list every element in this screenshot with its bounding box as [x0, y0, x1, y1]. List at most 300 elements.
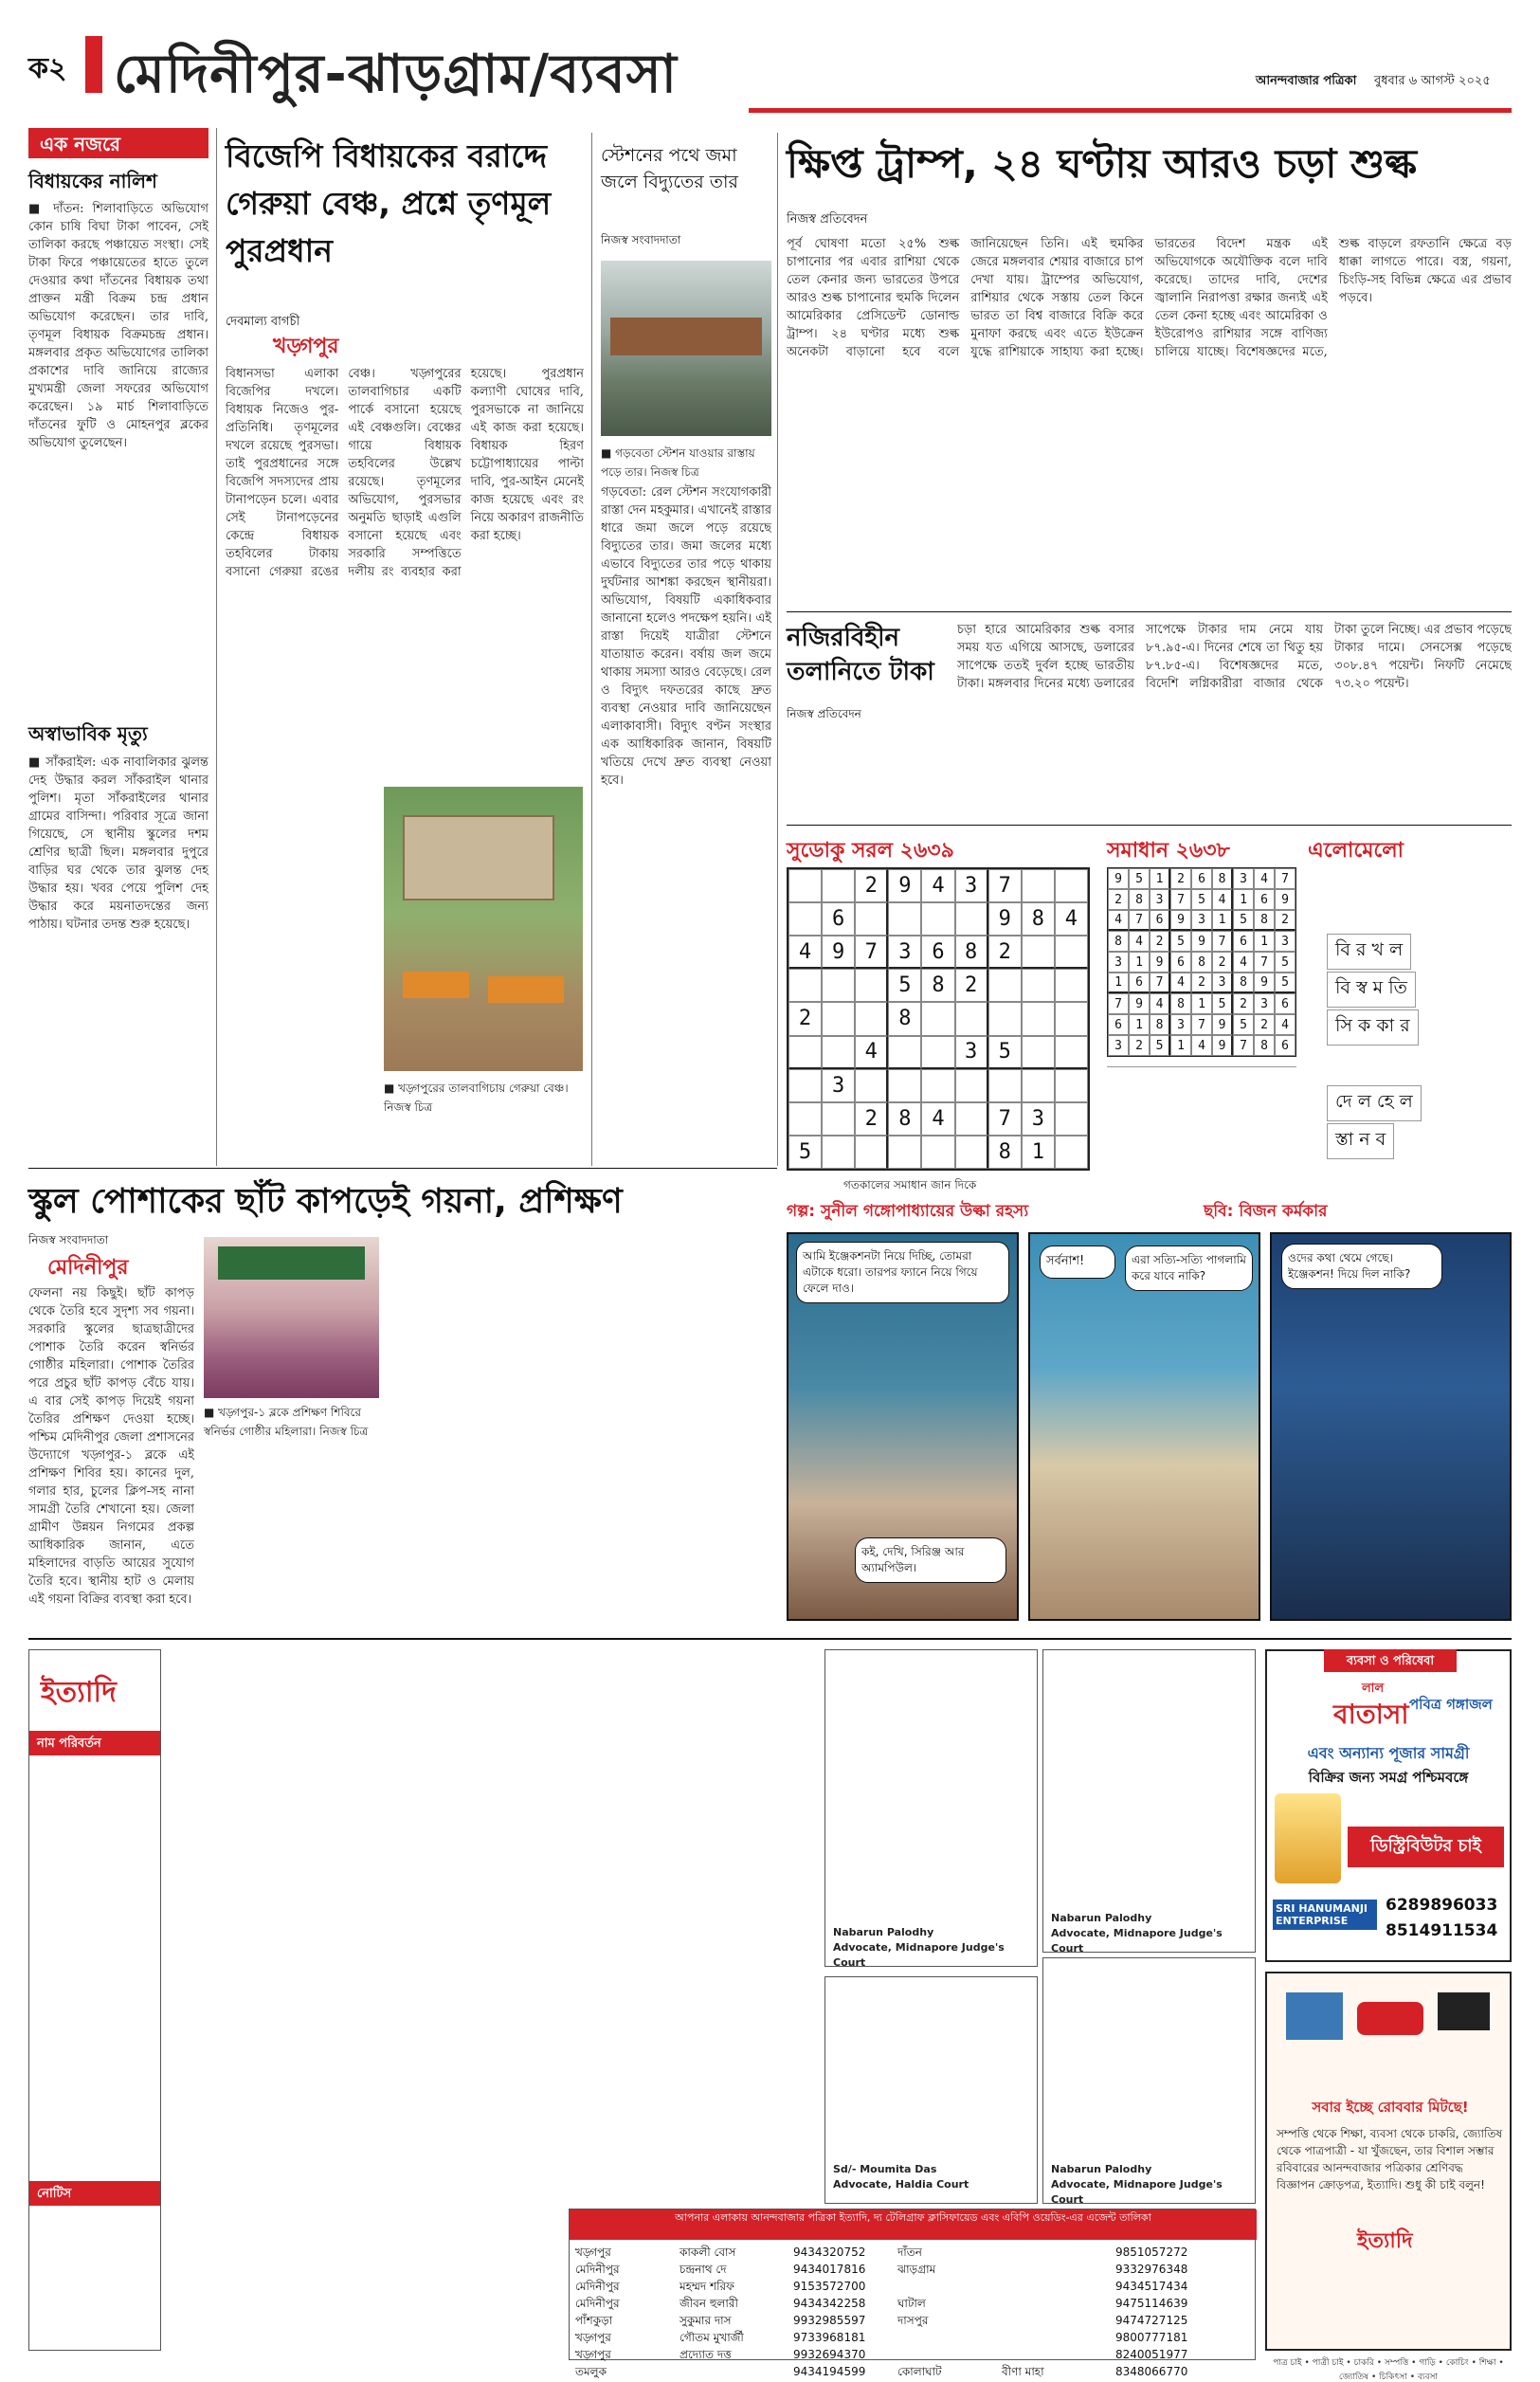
agent-cell: মেদিনীপুর — [575, 2263, 620, 2276]
sudoku-cell — [822, 869, 855, 902]
agent-row — [575, 2295, 1251, 2312]
agent-rows — [575, 2244, 1251, 2380]
agent-cell — [1002, 2261, 1115, 2278]
sudoku-cell: 5 — [788, 1136, 822, 1169]
sudoku-cell — [788, 1102, 822, 1136]
sudoku-cell: 7 — [1212, 931, 1233, 952]
court-notice-3 — [1042, 1649, 1256, 1953]
sudoku-cell: 3 — [822, 1069, 855, 1102]
sudoku-cell — [888, 902, 921, 936]
business-ad — [1265, 1649, 1512, 1962]
sudoku-cell — [855, 969, 888, 1002]
story3-headline: ক্ষিপ্ত ট্রাম্প, ২৪ ঘণ্টায় আরও চড়া শুল্ক — [787, 140, 1418, 187]
sudoku-cell: 8 — [1254, 910, 1275, 931]
sudoku-cell — [1055, 1002, 1088, 1035]
sudoku-cell: 8 — [1022, 902, 1055, 936]
agent-list — [569, 2209, 1256, 2378]
agent-list-title: আপনার এলাকায় আনন্দবাজার পত্রিকা ইত্যাদি, দ্য টেলিগ্রাফ ক্লাসিফায়েড এবং এবিপি ওয়েডিং-এর এজেন্ট তালিকা — [570, 2209, 1257, 2240]
elomelo-box — [1308, 867, 1512, 1171]
footer-ribbon: পাত্র চাই • পাত্রী চাই • চাকরি • সম্পত্তি • গাড়ি • কোচিং • শিক্ষা • জ্যোতিষ • চিকিৎসা • ব্যবসা — [1273, 2358, 1504, 2382]
elomelo-row: স্তা ন ব — [1327, 1123, 1394, 1159]
agent-cell: সুকুমার দাস — [679, 2314, 732, 2327]
sudoku-cell: 8 — [1233, 973, 1254, 993]
sudoku-cell: 1 — [1150, 868, 1170, 889]
sudoku-cell: 3 — [1108, 952, 1129, 973]
dream-text: সম্পত্তি থেকে শিক্ষা, ব্যবসা থেকে চাকরি, জ্যোতিষ থেকে পাত্রপাত্রী - যা খুঁজছেন, তার বিশাল সম্ভার রবিবারের আনন্দবাজার পত্রিকার শ্রেণিবদ্ধ বিজ্ঞাপন ক্রোড়পত্র, ইত্যাদি। শুধু কী চাই বলুন! — [1277, 2127, 1503, 2191]
sudoku-cell: 4 — [1129, 931, 1150, 952]
story1-place: খড়্গপুর — [273, 335, 339, 358]
elomelo-title: এলোমেলো — [1308, 839, 1404, 863]
court-notice-sign: Nabarun Palodhy Advocate, Midnapore Judge's Court — [1051, 2163, 1223, 2206]
dream-art-car-icon — [1357, 2002, 1423, 2035]
sidebar-item2-text: ■ সাঁকরাইল: এক নাবালিকার ঝুলন্ত দেহ উদ্ধার করল সাঁকরাইল থানার পুলিশ। মৃতা সাঁকরাইলের থানার গ্রামের বাসিন্দা। পরিবার সূত্রে জানা গিয়েছে, সে স্থানীয় স্কুলের দশম শ্রেণির ছাত্রী ছিল। মঙ্গলবার দুপুরে বাড়ির ঘর থেকে তার ঝুলন্ত দেহ উদ্ধার হয়। খবর পেয়ে পুলিশ দেহ উদ্ধার করে ময়নাতদন্তের জন্য পাঠায়। ঘটনার তদন্ত শুরু হয়েছে। — [28, 755, 208, 932]
sudoku-cell: 2 — [1275, 910, 1295, 931]
sudoku-cell — [888, 1069, 921, 1102]
sudoku-cell — [822, 1102, 855, 1136]
dream-title: সবার ইচ্ছে রোববার মিটছে! — [1312, 2099, 1469, 2116]
sudoku-cell: 4 — [1170, 973, 1191, 993]
sudoku-cell: 4 — [855, 1036, 888, 1069]
sudoku-cell: 7 — [1108, 993, 1129, 1014]
sudoku-cell — [955, 1069, 988, 1102]
sudoku-cell: 5 — [1275, 952, 1295, 973]
agent-cell: 9851057272 — [1115, 2246, 1188, 2259]
sudoku-cell — [988, 1069, 1022, 1102]
batasa-sub: পবিত্র গঙ্গাজল — [1409, 1696, 1493, 1713]
agent-cell: চন্দ্রনাথ দে — [679, 2263, 727, 2276]
sudoku-cell: 6 — [1129, 973, 1150, 993]
agent-row — [575, 2329, 1251, 2346]
batasa-line3: ডিস্ট্রিবিউটর চাই — [1348, 1827, 1504, 1867]
sudoku-cell: 3 — [1170, 1014, 1191, 1035]
sudoku-cell: 8 — [888, 1102, 921, 1136]
sudoku-cell: 3 — [1022, 1102, 1055, 1136]
sudoku-cell: 3 — [955, 869, 988, 902]
sudoku-cell: 5 — [1170, 931, 1191, 952]
sudoku-cell — [988, 969, 1022, 1002]
station-photo-caption: ■ গড়বেতা স্টেশন যাওয়ার রাস্তায় পড়ে তার। নিজস্ব চিত্র — [601, 446, 755, 479]
sudoku-cell: 6 — [1191, 868, 1212, 889]
agent-cell: খড়্গপুর — [575, 2348, 611, 2361]
sidebar-ek-nojore — [28, 128, 208, 1166]
sudoku-cell: 5 — [1212, 993, 1233, 1014]
sudoku-cell: 8 — [955, 936, 988, 969]
comic-panel-3 — [1270, 1232, 1512, 1621]
court-notice-4 — [1042, 1957, 1256, 2204]
page-title: মেদিনীপুর-ঝাড়গ্রাম/ব্যবসা — [114, 44, 678, 105]
sudoku-cell — [955, 1136, 988, 1169]
sudoku-cell: 6 — [1108, 1014, 1129, 1035]
sudoku-cell: 2 — [788, 1002, 822, 1035]
comic-title: গল্প: সুনীল গঙ্গোপাধ্যায়ের উল্কা রহস্য — [787, 1202, 1029, 1221]
sudoku-cell: 4 — [1191, 1035, 1212, 1056]
section-rule — [787, 611, 1512, 612]
sudoku-cell — [822, 1136, 855, 1169]
agent-row — [575, 2312, 1251, 2329]
agent-cell — [897, 2346, 1002, 2363]
agent-cell — [1002, 2278, 1115, 2295]
sudoku-cell: 4 — [1108, 910, 1129, 931]
sudoku-cell: 1 — [1191, 993, 1212, 1014]
sudoku-cell: 6 — [1254, 889, 1275, 910]
sudoku-cell — [888, 1136, 921, 1169]
sudoku-cell: 3 — [1275, 931, 1295, 952]
bench-photo-bench — [488, 976, 564, 1003]
agent-cell: 9434342258 — [793, 2297, 866, 2310]
sudoku-cell: 8 — [1212, 868, 1233, 889]
batasa-company: SRI HANUMANJI ENTERPRISE — [1273, 1900, 1377, 1930]
story-trump-tariff — [787, 133, 1512, 607]
section-rule — [28, 1638, 1512, 1640]
court-notice-2 — [824, 1976, 1038, 2204]
training-photo — [204, 1237, 379, 1398]
sudoku-cell — [955, 1002, 988, 1035]
sudoku-cell: 9 — [1254, 973, 1275, 993]
agent-cell: 9932985597 — [793, 2314, 866, 2327]
agent-row — [575, 2261, 1251, 2278]
agent-row — [575, 2363, 1251, 2380]
training-photo-banner — [218, 1246, 365, 1280]
sudoku-cell: 7 — [1254, 952, 1275, 973]
sudoku-cell: 1 — [1108, 973, 1129, 993]
sudoku-cell — [1022, 1069, 1055, 1102]
sudoku-cell: 7 — [1129, 910, 1150, 931]
agent-cell: 8240051977 — [1115, 2348, 1188, 2361]
sudoku-cell: 4 — [1055, 902, 1088, 936]
sudoku-cell: 8 — [1170, 993, 1191, 1014]
agent-cell — [1002, 2329, 1115, 2346]
sudoku-cell: 8 — [1191, 952, 1212, 973]
sudoku-cell — [1022, 969, 1055, 1002]
sudoku-cell: 9 — [1191, 931, 1212, 952]
sudoku-cell — [1055, 969, 1088, 1002]
bench-photo-building — [403, 815, 554, 900]
sudoku-cell: 2 — [1170, 868, 1191, 889]
agent-cell: 9434017816 — [793, 2263, 866, 2276]
story5-headline: স্কুল পোশাকের ছাঁট কাপড়েই গয়না, প্রশিক্ষণ — [28, 1182, 623, 1221]
agent-cell: 9153572700 — [793, 2280, 866, 2293]
sudoku-cell: 5 — [1233, 910, 1254, 931]
training-photo-caption: ■ খড়্গপুর-১ ব্লকে প্রশিক্ষণ শিবিরে স্বনির্ভর গোষ্ঠীর মহিলারা। নিজস্ব চিত্র — [204, 1406, 369, 1438]
itadi-ad-column — [28, 1649, 161, 2351]
comic-bubble: এরা সত্যি-সত্যি পাগলামি করে যাবে নাকি? — [1125, 1246, 1253, 1291]
sudoku-cell — [921, 1069, 954, 1102]
sudoku-cell — [1055, 1102, 1088, 1136]
story5-byline: নিজস্ব সংবাদদাতা — [28, 1233, 109, 1246]
agent-cell: তমলুক — [575, 2365, 607, 2378]
agent-cell — [1002, 2346, 1115, 2363]
story1-headline: বিজেপি বিধায়কের বরাদ্দে গেরুয়া বেঞ্চ, প্রশ্নে তৃণমূল পুরপ্রধান — [226, 137, 552, 269]
agent-cell: দাসপুর — [897, 2314, 929, 2327]
sudoku-cell: 9 — [1129, 993, 1150, 1014]
sudoku-cell: 1 — [1170, 1035, 1191, 1056]
batasa-phone1: 6289896033 — [1386, 1896, 1498, 1915]
story-school-dress — [28, 1175, 777, 1630]
agent-cell: 9800777181 — [1115, 2331, 1188, 2344]
story4-body: চড়া হারে আমেরিকার শুল্ক বসার সময় যত এগিয়ে আসছে, ডলারের সাপেক্ষে ততই দুর্বল হচ্ছে ভারতীয় টাকা। মঙ্গলবার দিনের মধ্যে ডলারের সাপেক্ষে টাকার দাম নেমে যায় ৮৭.৯৫-এ। দিনের শেষে তা থিতু হয় ৮৭.৮৫-এ। বিশেষজ্ঞদের মতে, বিদেশি লগ্নিকারীরা বাজার থেকে টাকা তুলে নিচ্ছে। এর প্রভাব পড়েছে টাকার দামে। সেনসেক্স পড়েছে ৩০৮.৪৭ পয়েন্ট। নিফটি নেমেছে ৭৩.২০ পয়েন্ট। — [957, 623, 1512, 691]
sudoku-cell: 6 — [822, 902, 855, 936]
sudoku-cell — [1022, 936, 1055, 969]
agent-cell: 9332976348 — [1115, 2263, 1188, 2276]
name-change-text — [35, 1764, 156, 2162]
agent-cell: পাঁশকুড়া — [575, 2314, 613, 2327]
bench-photo — [384, 787, 583, 1071]
col-divider — [777, 133, 778, 1166]
agent-cell: প্রদ্যোত দত্ত — [679, 2348, 732, 2361]
sudoku-cell — [788, 969, 822, 1002]
story1-body: বিধানসভা এলাকা বিজেপির দখলে। বিধায়ক নিজেও পুর-প্রতিনিধি। তৃণমূলের দখলে রয়েছে পুরসভা। তাই পুরপ্রধানের সঙ্গে বিজেপি সদস্যদের প্রায় টানাপড়েন চলে। এবার সেই টানাপড়েনের কেন্দ্রে বিধায়ক তহবিলের টাকায় বসানো গেরুয়া রঙের বেঞ্চ। খড়্গপুরের তালবাগিচার একটি পার্কে বসানো হয়েছে এই বেঞ্চগুলি। বেঞ্চের গায়ে বিধায়ক তহবিলের উল্লেখ রয়েছে। তৃণমূলের অভিযোগ, পুরসভার অনুমতি ছাড়াই এগুলি বসানো হয়েছে এবং সরকারি সম্পত্তিতে দলীয় রং ব্যবহার করা হয়েছে। পুরপ্রধান কল্যাণী ঘোষের দাবি, পুরসভাকে না জানিয়ে এই কাজ করা হয়েছে। বিধায়ক হিরণ চট্টোপাধ্যায়ের পাল্টা দাবি, পুর-আইন মেনেই কাজ হয়েছে এবং রং নিয়ে অকারণ রাজনীতি করা হচ্ছে। — [226, 367, 584, 579]
sudoku-cell: 6 — [1233, 931, 1254, 952]
sudoku-cell: 3 — [1191, 910, 1212, 931]
sudoku-cell — [1055, 1036, 1088, 1069]
story4-headline: নজিরবিহীন তলানিতে টাকা — [787, 624, 934, 686]
sudoku-cell: 2 — [988, 936, 1022, 969]
dream-ad — [1265, 1972, 1512, 2351]
sudoku-cell — [1055, 1069, 1088, 1102]
sudoku-cell: 9 — [1170, 910, 1191, 931]
sudoku-cell: 6 — [921, 936, 954, 969]
sidebar-label: এক নজরে — [28, 128, 208, 158]
sudoku-cell — [855, 1136, 888, 1169]
comic-panel-1 — [787, 1232, 1019, 1621]
sudoku-cell: 8 — [1150, 1014, 1170, 1035]
sudoku-cell: 7 — [1275, 868, 1295, 889]
sudoku-cell — [788, 869, 822, 902]
agent-cell: মেদিনীপুর — [575, 2297, 620, 2310]
agent-cell — [897, 2278, 1002, 2295]
sudoku-cell: 4 — [1150, 993, 1170, 1014]
agent-cell: খড়্গপুর — [575, 2246, 611, 2259]
sudoku-cell: 8 — [888, 1002, 921, 1035]
sudoku-answer-title: সমাধান ২৬৩৮ — [1107, 839, 1230, 863]
batasa-line1: এবং অন্যান্য পূজার সামগ্রী — [1307, 1744, 1470, 1762]
sudoku-cell: 9 — [1275, 889, 1295, 910]
agent-cell: খড়্গপুর — [575, 2331, 611, 2344]
story5-place: মেদিনীপুর — [47, 1256, 129, 1280]
agent-cell: দাঁতন — [897, 2246, 922, 2259]
sudoku-cell: 2 — [1254, 1014, 1275, 1035]
sudoku-cell — [1022, 869, 1055, 902]
agent-cell: ঘাটাল — [897, 2297, 926, 2310]
sudoku-cell — [1022, 1036, 1055, 1069]
business-label: ব্যবসা ও পরিষেবা — [1324, 1649, 1457, 1672]
sudoku-cell: 2 — [1191, 973, 1212, 993]
sudoku-cell: 2 — [855, 1102, 888, 1136]
sudoku-answer-grid — [1107, 867, 1296, 1057]
sudoku-cell — [788, 1069, 822, 1102]
sudoku-cell — [955, 1102, 988, 1136]
sudoku-cell: 2 — [1129, 1035, 1150, 1056]
sidebar-item1-title: বিধায়কের নালিশ — [28, 170, 157, 192]
sudoku-cell: 4 — [1254, 868, 1275, 889]
sudoku-cell: 5 — [888, 969, 921, 1002]
sudoku-cell: 6 — [1275, 1035, 1295, 1056]
col-divider — [216, 128, 217, 1166]
story-rupee — [787, 621, 1512, 820]
elomelo-row: বি স্ব ম তি — [1327, 972, 1416, 1008]
agent-cell: 9475114639 — [1115, 2297, 1188, 2310]
sudoku-cell — [788, 1036, 822, 1069]
comic-bubble: আমি ইঞ্জেকশনটা নিয়ে দিচ্ছি, তোমরা এটাকে ধরো। তারপর ফ্যানে নিয়ে গিয়ে ফেলে দাও। — [796, 1242, 1009, 1303]
agent-cell: জীবন হুলারী — [679, 2297, 738, 2310]
sudoku-cell: 8 — [921, 969, 954, 1002]
agent-cell — [1002, 2312, 1115, 2329]
agent-row — [575, 2244, 1251, 2261]
court-notice-1 — [824, 1649, 1038, 1967]
sudoku-cell — [888, 1036, 921, 1069]
agent-row — [575, 2346, 1251, 2363]
comic-bubble: ওদের কথা থেমে গেছে। ইঞ্জেকশন! দিয়ে দিল নাকি? — [1281, 1244, 1442, 1289]
section-rule — [787, 825, 1512, 826]
sudoku-cell — [822, 969, 855, 1002]
batasa-top: লাল — [1362, 1682, 1385, 1696]
sudoku-cell: 4 — [1275, 1014, 1295, 1035]
notice-label: নোটিস — [29, 2181, 160, 2206]
sudoku-cell — [921, 1036, 954, 1069]
sudoku-cell: 9 — [822, 936, 855, 969]
comic-bubble: সর্বনাশ! — [1040, 1246, 1115, 1279]
sudoku-cell: 2 — [1233, 993, 1254, 1014]
sudoku-cell — [1055, 1136, 1088, 1169]
sudoku-cell — [955, 902, 988, 936]
agent-cell: 9932694370 — [793, 2348, 866, 2361]
dream-art-graduation-icon — [1438, 1992, 1490, 2030]
sudoku-cell — [822, 1002, 855, 1035]
sudoku-cell — [855, 1002, 888, 1035]
story1-byline: দেবমাল্য বাগচী — [226, 315, 300, 329]
court-notice-sign: Sd/- Moumita Das Advocate, Haldia Court — [833, 2163, 969, 2191]
sudoku-cell: 9 — [888, 869, 921, 902]
batasa-brand: বাতাসা — [1333, 1699, 1409, 1730]
sudoku-cell: 6 — [1150, 910, 1170, 931]
sudoku-cell: 5 — [1233, 1014, 1254, 1035]
agent-cell: মহম্মদ শরিফ — [679, 2280, 734, 2293]
sudoku-cell: 4 — [788, 936, 822, 969]
sudoku-cell: 1 — [1129, 952, 1150, 973]
sudoku-cell: 1 — [1233, 889, 1254, 910]
sudoku-cell: 3 — [1254, 993, 1275, 1014]
sudoku-cell: 7 — [988, 1102, 1022, 1136]
sudoku-cell — [788, 902, 822, 936]
agent-cell: কোলাঘাট — [897, 2365, 942, 2378]
agent-cell: বীণা মাহা — [1002, 2365, 1044, 2378]
court-notice-sign: Nabarun Palodhy Advocate, Midnapore Judge's Court — [1051, 1912, 1223, 1955]
agent-cell — [679, 2363, 793, 2380]
sudoku-cell: 9 — [1212, 1014, 1233, 1035]
sudoku-cell: 7 — [1150, 973, 1170, 993]
sudoku-cell: 3 — [1233, 868, 1254, 889]
sudoku-cell: 9 — [988, 902, 1022, 936]
sudoku-cell: 4 — [1212, 889, 1233, 910]
sudoku-cell: 2 — [1150, 931, 1170, 952]
story5-body-left: ফেলনা নয় কিছুই। ছাঁট কাপড় থেকে তৈরি হবে সুদৃশ্য সব গয়না। সরকারি স্কুলের ছাত্রছাত্রীদের পোশাক তৈরি করেন স্বনির্ভর গোষ্ঠীর মহিলারা। পোশাক তৈরির পরে প্রচুর ছাঁট কাপড় বেঁচে যায়। এ বার সেই কাপড় দিয়েই গয়না তৈরির প্রশিক্ষণ দেওয়া হচ্ছে। পশ্চিম মেদিনীপুর জেলা প্রশাসনের উদ্যোগে খড়্গপুর-১ ব্লকে এই প্রশিক্ষণ শিবির হয়। কানের দুল, গলার হার, চুলের ক্লিপ-সহ নানা সামগ্রী তৈরি শেখানো হয়। জেলা গ্রামীণ উন্নয়ন নিগমের প্রকল্প আধিকারিক জানান, এতে মহিলাদের বাড়তি আয়ের সুযোগ তৈরি হবে। স্থানীয় হাট ও মেলায় এই গয়না বিক্রির ব্যবস্থা করা হবে। — [28, 1286, 194, 1607]
story4-byline: নিজস্ব প্রতিবেদন — [787, 707, 861, 720]
sudoku-cell: 8 — [1129, 889, 1150, 910]
sudoku-cell: 9 — [1108, 868, 1129, 889]
story3-body: পূর্ব ঘোষণা মতো ২৫% শুল্ক চাপানোর পর এবার রাশিয়া থেকে তেল কেনার জন্য ভারতের উপরে আরও শুল্ক চাপানোর হুমকি দিলেন আমেরিকার প্রেসিডেন্ট ডোনাল্ড ট্রাম্প। ২৪ ঘণ্টার মধ্যে শুল্ক অনেকটা বাড়ানো হবে বলে জানিয়েছেন তিনি। এই হুমকির জেরে মঙ্গলবার শেয়ার বাজারে চাপ দেখা যায়। ট্রাম্পের অভিযোগ, রাশিয়ার থেকে সস্তায় তেল কিনে ভারত তা বিশ্ব বাজারে বিক্রি করে মুনাফা করছে এবং এতে ইউক্রেন যুদ্ধে রাশিয়াকে সাহায্য করা হচ্ছে। ভারতের বিদেশ মন্ত্রক এই অভিযোগকে অযৌক্তিক বলে দাবি করেছে। তাদের দাবি, দেশের জ্বালানি নিরাপত্তা রক্ষার জন্যই এই তেল কেনা হচ্ছে এবং আমেরিকা ও ইউরোপও রাশিয়ার সঙ্গে বাণিজ্য চালিয়ে যাচ্ছে। বিশেষজ্ঞদের মতে, শুল্ক বাড়লে রফতানি ক্ষেত্রে বড় ধাক্কা লাগতে পারে। বস্ত্র, গয়না, চিংড়ি-সহ বিভিন্ন ক্ষেত্রে এর প্রভাব পড়বে। — [787, 237, 1512, 359]
agent-cell: কাকলী বোস — [679, 2246, 736, 2259]
section-rule — [28, 1168, 777, 1169]
agent-cell — [1002, 2295, 1115, 2312]
sudoku-cell: 5 — [988, 1036, 1022, 1069]
sudoku-cell: 7 — [1170, 889, 1191, 910]
sudoku-cell: 5 — [1129, 868, 1150, 889]
masthead-paper-name: আনন্দবাজার পত্রিকা — [1256, 74, 1357, 88]
sudoku-cell: 8 — [988, 1136, 1022, 1169]
sudoku-cell: 4 — [921, 869, 954, 902]
sudoku-cell — [855, 902, 888, 936]
sudoku-cell: 3 — [888, 936, 921, 969]
sudoku-cell: 1 — [1212, 910, 1233, 931]
sudoku-cell — [1055, 936, 1088, 969]
comic-bubble: কই, দেখি, সিরিঞ্জ আর অ্যামপিউল। — [855, 1537, 1006, 1583]
sudoku-cell — [921, 1002, 954, 1035]
agent-cell: 9434320752 — [793, 2246, 866, 2259]
sudoku-cell: 2 — [1212, 952, 1233, 973]
sudoku-cell: 5 — [1191, 889, 1212, 910]
name-change-label: নাম পরিবর্তন — [29, 1731, 160, 1755]
agent-cell: মেদিনীপুর — [575, 2280, 620, 2293]
story5-body-right — [389, 1237, 777, 1626]
sudoku-cell: 4 — [921, 1102, 954, 1136]
sudoku-cell: 1 — [1129, 1014, 1150, 1035]
sudoku-answer-caption: গতকালের সমাধান জান দিকে — [843, 1178, 977, 1191]
header-underline — [749, 108, 1512, 113]
sudoku-cell — [822, 1036, 855, 1069]
sudoku-cell: 7 — [855, 936, 888, 969]
sudoku-cell: 1 — [1022, 1136, 1055, 1169]
sudoku-cell: 3 — [1108, 1035, 1129, 1056]
batasa-phone2: 8514911534 — [1386, 1921, 1498, 1940]
sudoku-cell: 2 — [855, 869, 888, 902]
sudoku-cell: 7 — [988, 869, 1022, 902]
col-divider — [591, 133, 592, 1166]
agent-cell — [1002, 2244, 1115, 2261]
agent-cell: 8348066770 — [1115, 2365, 1188, 2378]
sudoku-cell: 8 — [1254, 1035, 1275, 1056]
agent-cell — [897, 2329, 1002, 2346]
bench-photo-bench — [403, 972, 469, 998]
elomelo-row: দে ল হে ল — [1327, 1085, 1422, 1121]
elomelo-row: সি ক কা র — [1327, 1009, 1419, 1046]
header-red-block — [85, 36, 102, 93]
page-header — [28, 28, 1512, 114]
sudoku-cell: 4 — [1233, 952, 1254, 973]
agent-cell: 9474727125 — [1115, 2314, 1188, 2327]
sudoku-cell — [988, 1002, 1022, 1035]
story3-byline: নিজস্ব প্রতিবেদন — [787, 212, 868, 227]
itadi-title: ইত্যাদি — [41, 1676, 117, 1709]
sudoku-cell: 2 — [1108, 889, 1129, 910]
bench-photo-caption: ■ খড়্গপুরের তালবাগিচায় গেরুয়া বেঞ্চ। নিজস্ব চিত্র — [384, 1082, 569, 1114]
sudoku-cell: 5 — [1275, 973, 1295, 993]
page-number: ক২ — [28, 52, 67, 85]
agent-cell: গৌতম মুখার্জী — [679, 2331, 744, 2344]
itadi-logo-small: ইত্যাদি — [1357, 2229, 1413, 2253]
sudoku-cell — [921, 902, 954, 936]
masthead-date: বুধবার ৬ আগস্ট ২০২৫ — [1374, 74, 1491, 88]
agent-cell: 9434194599 — [793, 2365, 866, 2378]
sudoku-title: সুডোকু সরল ২৬৩৯ — [787, 839, 954, 863]
sidebar-item1-text: ■ দাঁতন: শিলাবাড়িতে অভিযোগ কোন চাষি বিঘা টাকা পাবেন, সেই তালিকা করছে পঞ্চায়েত সংস্থা। সেই টাকা ফিরে পঞ্চায়েতের হাতে তুলে দেওয়ার কথা দাঁতনের বিধায়ক তথা প্রাক্তন মন্ত্রী বিক্রম চন্দ্র প্রধান অভিযোগ করেছেন। তার দাবি, তৃণমূল বিধায়ক বিক্রমচন্দ্র প্রধান। মঙ্গলবার প্রকৃত অভিযোগের তালিকা প্রকাশের দাবি জানিয়ে রাজ্যের মুখ্যমন্ত্রী জেলা সফরের অভিযোগ করেছেন। ১৯ মার্চ শিলাবাড়িতে দাঁতনের ফুটি ও মোহনপুর ব্লকের অভিযোগ তুলেছেন। — [28, 202, 208, 450]
story2-body: গড়বেতা: রেল স্টেশন সংযোগকারী রাস্তা দেন মহকুমার। এখানেই রাস্তার ধারে জমা জলে পড়ে রয়েছে বিদ্যুতের তার। জমা জলের মধ্যে এভাবে বিদ্যুতের তার পড়ে থাকায় দুর্ঘটনার আশঙ্কা করছেন স্থানীয়রা। অভিযোগ, বিষয়টি একাধিকবার জানানো হলেও পদক্ষেপ হয়নি। এই রাস্তা দিয়েই যাত্রীরা স্টেশনে যাতায়াত করেন। বর্ষায় জল জমে থাকায় সমস্যা আরও বেড়েছে। রেল ও বিদ্যুৎ দফতরের কাছে দ্রুত ব্যবস্থা নেওয়ার দাবি জানিয়েছেন এলাকাবাসী। বিদ্যুৎ বণ্টন সংস্থার এক আধিকারিক জানান, বিষয়টি খতিয়ে দেখে দ্রুত ব্যবস্থা নেওয়া হবে। — [601, 485, 771, 788]
comic-panel-2 — [1028, 1232, 1260, 1621]
sudoku-cell: 8 — [1108, 931, 1129, 952]
elomelo-row: বি র খ ল — [1327, 934, 1411, 970]
sudoku-grid — [787, 867, 1090, 1171]
agent-cell: ঝাড়গ্রাম — [897, 2263, 936, 2276]
agent-cell: 9733968181 — [793, 2331, 866, 2344]
